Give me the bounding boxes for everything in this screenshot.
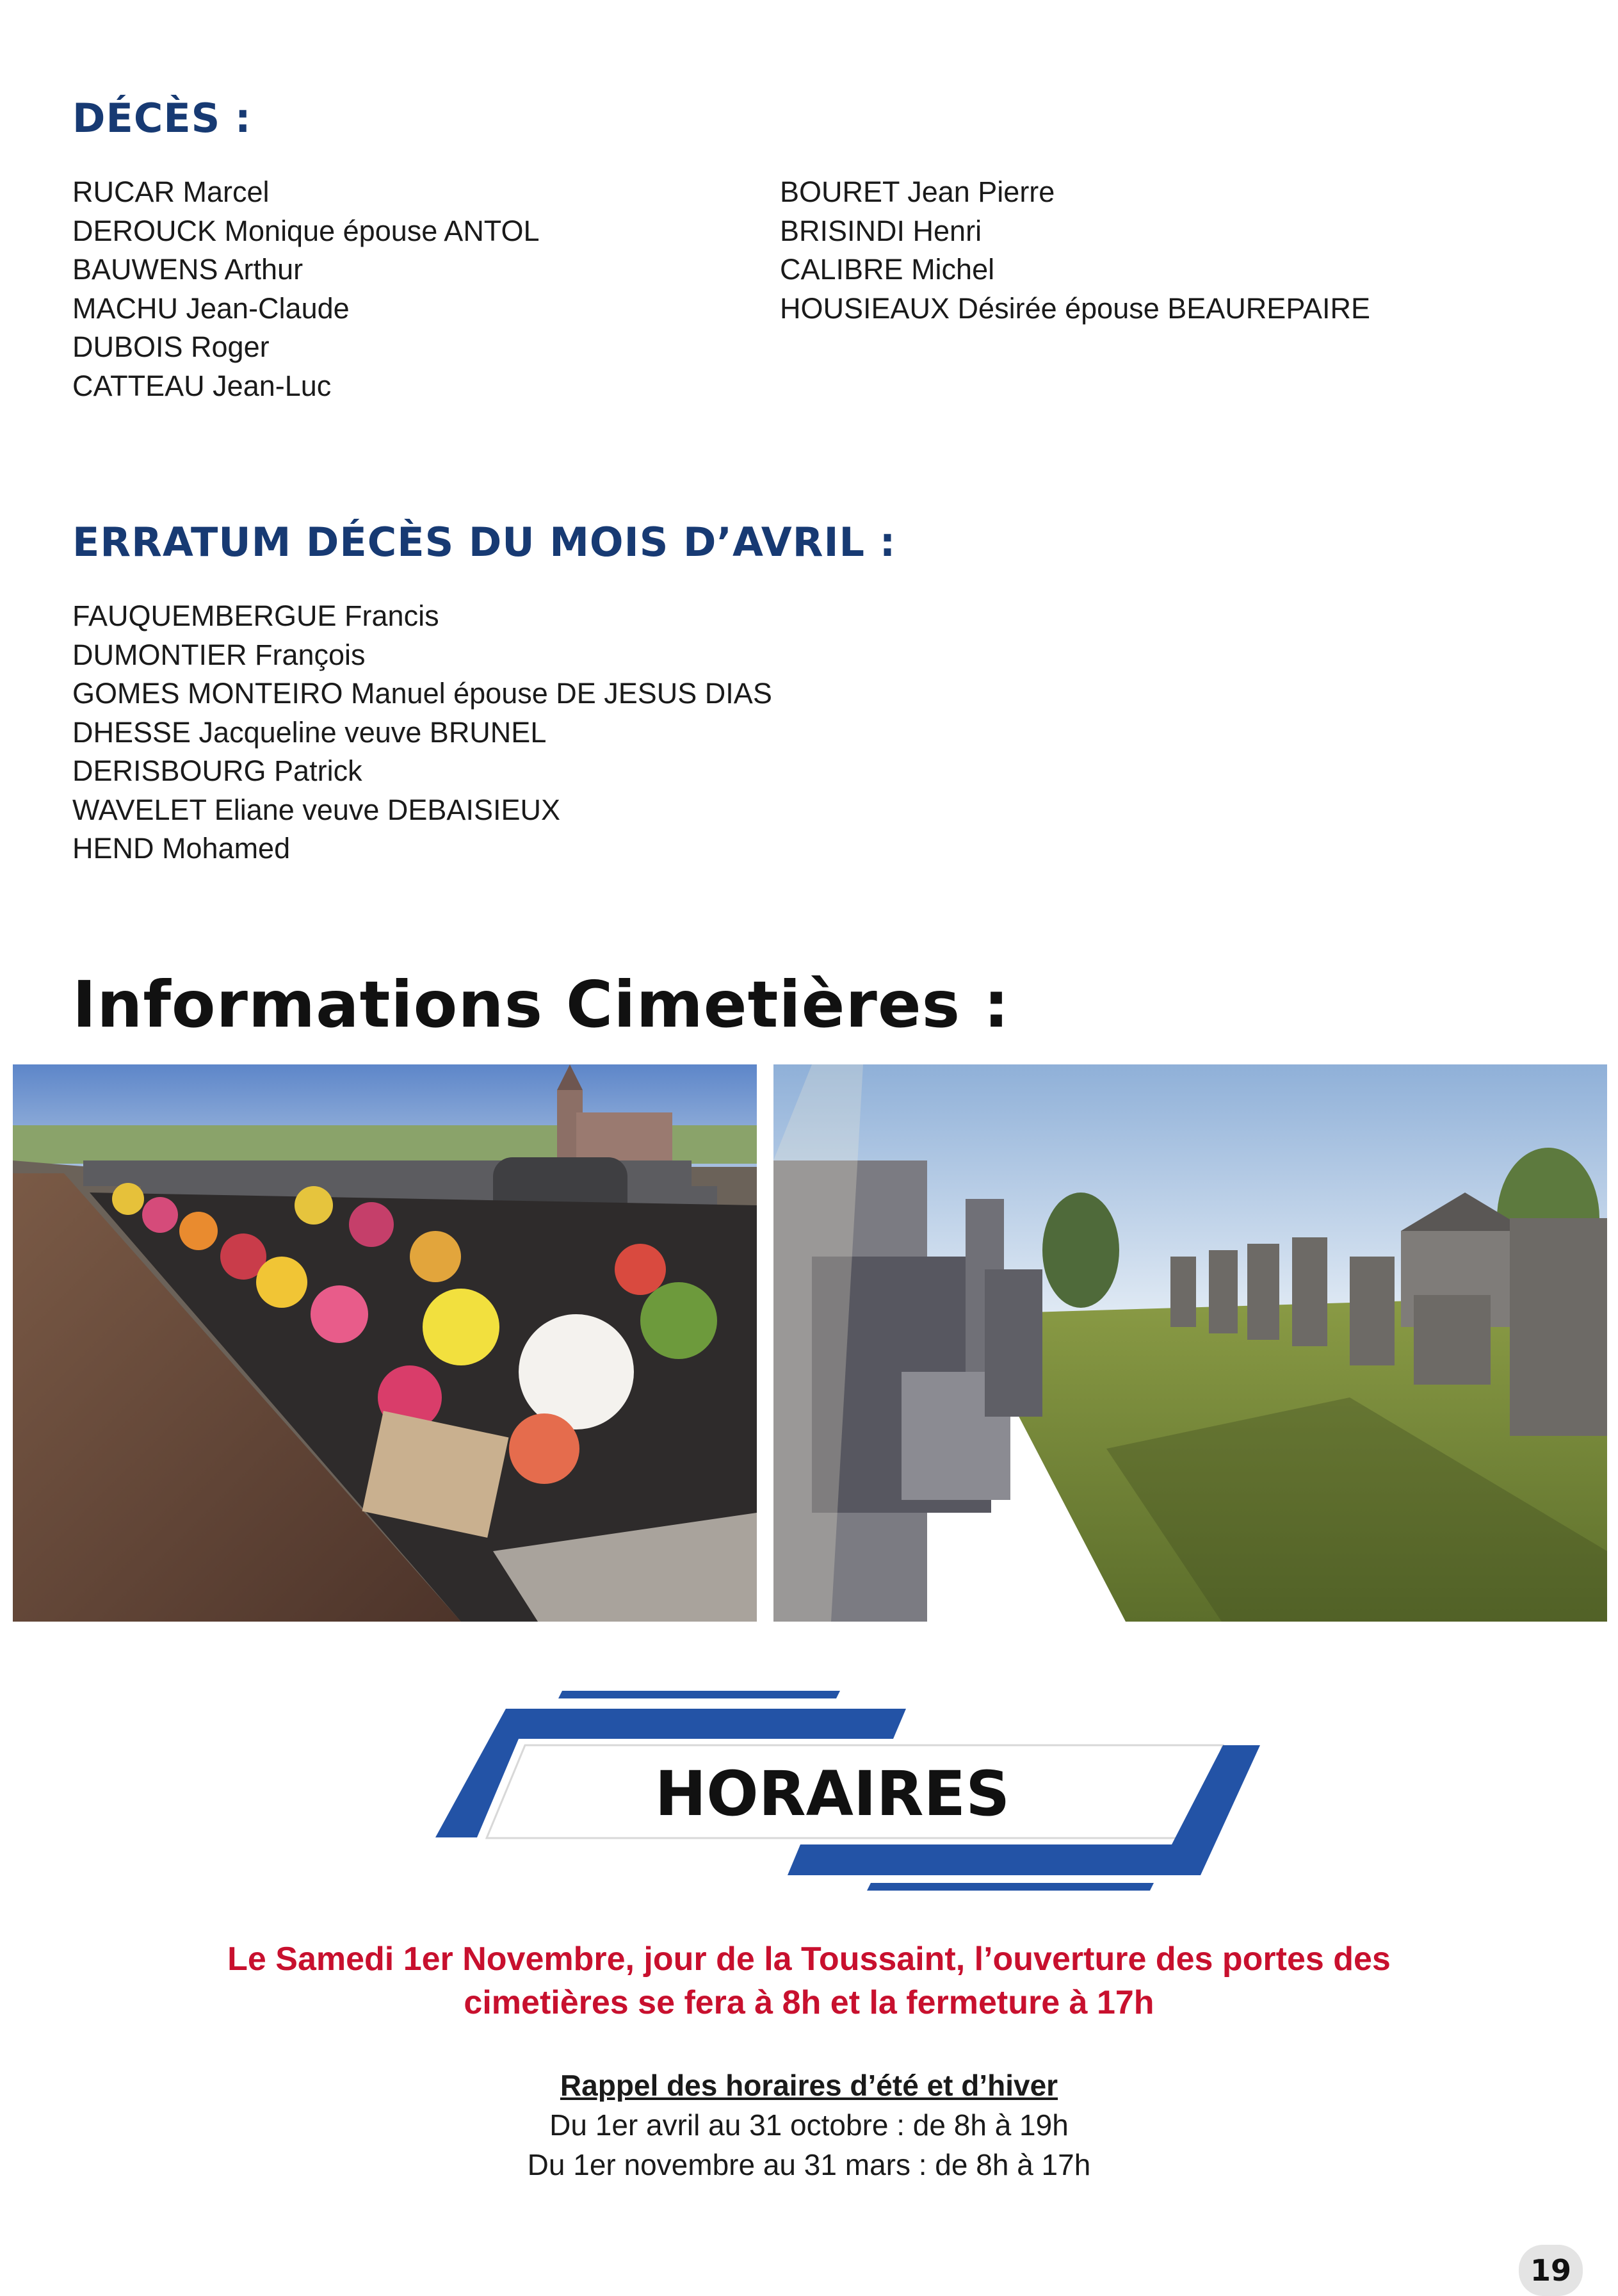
cimetieres-title: Informations Cimetières : xyxy=(72,967,1010,1042)
list-item: MACHU Jean-Claude xyxy=(72,291,350,325)
rappel-horaires xyxy=(128,2065,1490,2185)
list-item: GOMES MONTEIRO Manuel épouse DE JESUS DIAS xyxy=(72,677,772,710)
rappel-line: Du 1er avril au 31 octobre : de 8h à 19h xyxy=(549,2108,1069,2142)
toussaint-notice xyxy=(128,1937,1490,2024)
list-item: HEND Mohamed xyxy=(72,832,291,865)
deces-list-col1 xyxy=(72,173,540,405)
list-item: DHESSE Jacqueline veuve BRUNEL xyxy=(72,715,547,749)
list-item: DERISBOURG Patrick xyxy=(72,754,362,787)
list-item: WAVELET Eliane veuve DEBAISIEUX xyxy=(72,793,560,826)
list-item: RUCAR Marcel xyxy=(72,175,270,208)
notice-line: cimetières se fera à 8h et la fermeture à 17h xyxy=(464,1984,1154,2021)
notice-line: Le Samedi 1er Novembre, jour de la Toussaint, l’ouverture des portes des xyxy=(227,1941,1391,1978)
cemetery-flowers-photo xyxy=(13,1064,757,1622)
list-item: CALIBRE Michel xyxy=(780,253,995,286)
erratum-list xyxy=(72,597,772,868)
list-item: DUBOIS Roger xyxy=(72,330,270,363)
list-item: BRISINDI Henri xyxy=(780,214,982,247)
deces-list-col2 xyxy=(780,173,1370,328)
list-item: CATTEAU Jean-Luc xyxy=(72,369,332,402)
rappel-line: Du 1er novembre au 31 mars : de 8h à 17h xyxy=(527,2148,1091,2181)
list-item: DEROUCK Monique épouse ANTOL xyxy=(72,214,540,247)
list-item: DUMONTIER François xyxy=(72,638,366,671)
list-item: BAUWENS Arthur xyxy=(72,253,303,286)
erratum-heading: ERRATUM DÉCÈS DU MOIS D’AVRIL : xyxy=(72,519,896,566)
list-item: HOUSIEAUX Désirée épouse BEAUREPAIRE xyxy=(780,291,1371,325)
rappel-title: Rappel des horaires d’été et d’hiver xyxy=(560,2069,1058,2102)
page-number: 19 xyxy=(1519,2245,1583,2296)
deces-heading: DÉCÈS : xyxy=(72,95,252,142)
cemetery-grass-photo xyxy=(773,1064,1607,1622)
list-item: FAUQUEMBERGUE Francis xyxy=(72,599,439,632)
list-item: BOURET Jean Pierre xyxy=(780,175,1055,208)
horaires-label: HORAIRES xyxy=(654,1758,1010,1830)
